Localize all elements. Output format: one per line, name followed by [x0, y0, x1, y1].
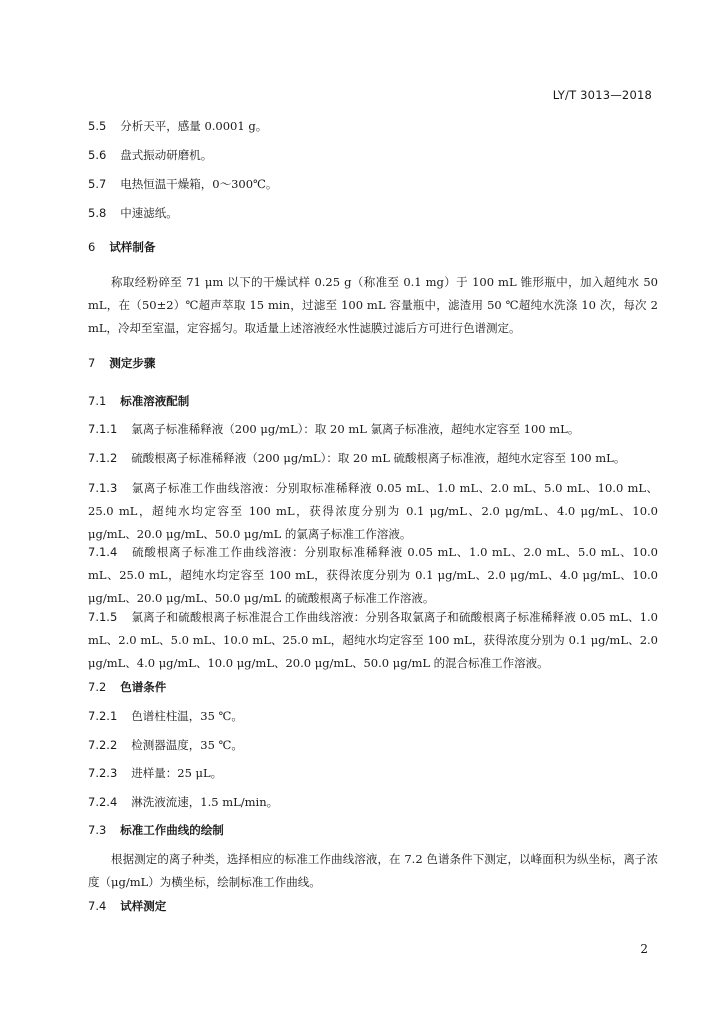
clause-7-2-1	[88, 707, 658, 725]
clause-7-1-3	[88, 477, 658, 546]
clause-7-1-5	[88, 606, 658, 675]
item-5-5	[88, 117, 658, 135]
item-number: 5.6	[88, 148, 107, 162]
clause-text: 氯离子和硫酸根离子标准混合工作曲线溶液：分别各取氯离子和硫酸根离子标准稀释液 0.05 mL、1.0 mL、2.0 mL、5.0 mL、10.0 mL、25.0 mL，超纯水均定容至 100 mL，获得浓度分别为 0.1 μg/mL、2.0 μg/mL、4.0 μg/mL、10.0 μg/mL、20.0 μg/mL、50.0 μg/mL 的混合标准工作溶液。	[88, 610, 658, 670]
section-number: 7.2	[88, 680, 107, 694]
clause-number: 7.2.4	[88, 795, 118, 809]
item-5-6	[88, 146, 658, 164]
item-text: 盘式振动研磨机。	[120, 148, 213, 162]
section-title: 色谱条件	[120, 680, 167, 694]
clause-number: 7.1.3	[88, 481, 118, 495]
clause-number: 7.2.2	[88, 738, 118, 752]
clause-7-1-2	[88, 449, 658, 467]
item-number: 5.7	[88, 177, 107, 191]
item-5-7	[88, 175, 658, 193]
clause-7-1-1	[88, 420, 658, 438]
clause-number: 7.2.3	[88, 766, 118, 780]
clause-text: 检测器温度，35 ℃。	[131, 738, 243, 752]
section-7-3-paragraph: 根据测定的离子种类，选择相应的标准工作曲线溶液，在 7.2 色谱条件下测定，以峰面积为纵坐标，离子浓度（μg/mL）为横坐标，绘制标准工作曲线。	[88, 852, 658, 889]
clause-text: 淋洗液流速，1.5 mL/min。	[131, 795, 279, 809]
item-5-8	[88, 204, 658, 222]
page-number: 2	[640, 942, 648, 956]
section-title: 测定步骤	[109, 356, 156, 370]
clause-7-2-4	[88, 793, 658, 811]
document-code: LY/T 3013—2018	[552, 88, 652, 102]
clause-text: 氯离子标准工作曲线溶液：分别取标准稀释液 0.05 mL、1.0 mL、2.0 mL、5.0 mL、10.0 mL、25.0 mL，超纯水均定容至 100 mL，获得浓度分别为 0.1 μg/mL、2.0 μg/mL、4.0 μg/mL、10.0 μg/mL、20.0 μg/mL、50.0 μg/mL 的氯离子标准工作溶液。	[88, 481, 658, 541]
clause-number: 7.1.4	[88, 545, 118, 559]
section-7-3-heading	[88, 821, 658, 839]
clause-text: 进样量：25 μL。	[131, 766, 223, 780]
clause-7-1-4	[88, 541, 658, 610]
clause-text: 色谱柱柱温，35 ℃。	[131, 709, 243, 723]
section-number: 7	[88, 356, 96, 370]
section-6-paragraph: 称取经粉碎至 71 μm 以下的干燥试样 0.25 g（称准至 0.1 mg）于 100 mL 锥形瓶中，加入超纯水 50 mL，在（50±2）℃超声萃取 15 min，过滤至 100 mL 容量瓶中，滤渣用 50 ℃超纯水洗涤 10 次，每次 2 mL，冷却至室温，定容摇匀。取适量上述溶液经水性滤膜过滤后方可进行色谱测定。	[88, 275, 658, 335]
item-number: 5.5	[88, 119, 107, 133]
section-number: 7.4	[88, 899, 107, 913]
section-title: 标准溶液配制	[120, 394, 190, 408]
section-title: 试样测定	[120, 899, 167, 913]
clause-text: 硫酸根离子标准工作曲线溶液：分别取标准稀释液 0.05 mL、1.0 mL、2.0 mL、5.0 mL、10.0 mL、25.0 mL，超纯水均定容至 100 mL，获得浓度分别为 0.1 μg/mL、2.0 μg/mL、4.0 μg/mL、10.0 μg/mL、20.0 μg/mL、50.0 μg/mL 的硫酸根离子标准工作溶液。	[88, 545, 658, 605]
section-7-4-heading	[88, 897, 658, 915]
clause-7-2-3	[88, 764, 658, 782]
clause-number: 7.1.5	[88, 610, 118, 624]
item-text: 中速滤纸。	[120, 206, 178, 220]
item-text: 电热恒温干燥箱，0～300℃。	[120, 177, 278, 191]
clause-7-2-2	[88, 736, 658, 754]
item-number: 5.8	[88, 206, 107, 220]
section-7-heading	[88, 354, 658, 372]
item-text: 分析天平，感量 0.0001 g。	[120, 119, 268, 133]
section-7-1-heading	[88, 392, 658, 410]
section-number: 7.1	[88, 394, 107, 408]
section-number: 7.3	[88, 823, 107, 837]
clause-number: 7.1.2	[88, 451, 118, 465]
clause-number: 7.2.1	[88, 709, 118, 723]
clause-text: 氯离子标准稀释液（200 μg/mL）：取 20 mL 氯离子标准液，超纯水定容至 100 mL。	[131, 422, 580, 436]
section-title: 试样制备	[109, 240, 156, 254]
section-number: 6	[88, 240, 96, 254]
clause-number: 7.1.1	[88, 422, 118, 436]
section-6-heading	[88, 238, 658, 256]
section-title: 标准工作曲线的绘制	[120, 823, 224, 837]
section-7-2-heading	[88, 678, 658, 696]
clause-text: 硫酸根离子标准稀释液（200 μg/mL）：取 20 mL 硫酸根离子标准液，超纯水定容至 100 mL。	[131, 451, 626, 465]
